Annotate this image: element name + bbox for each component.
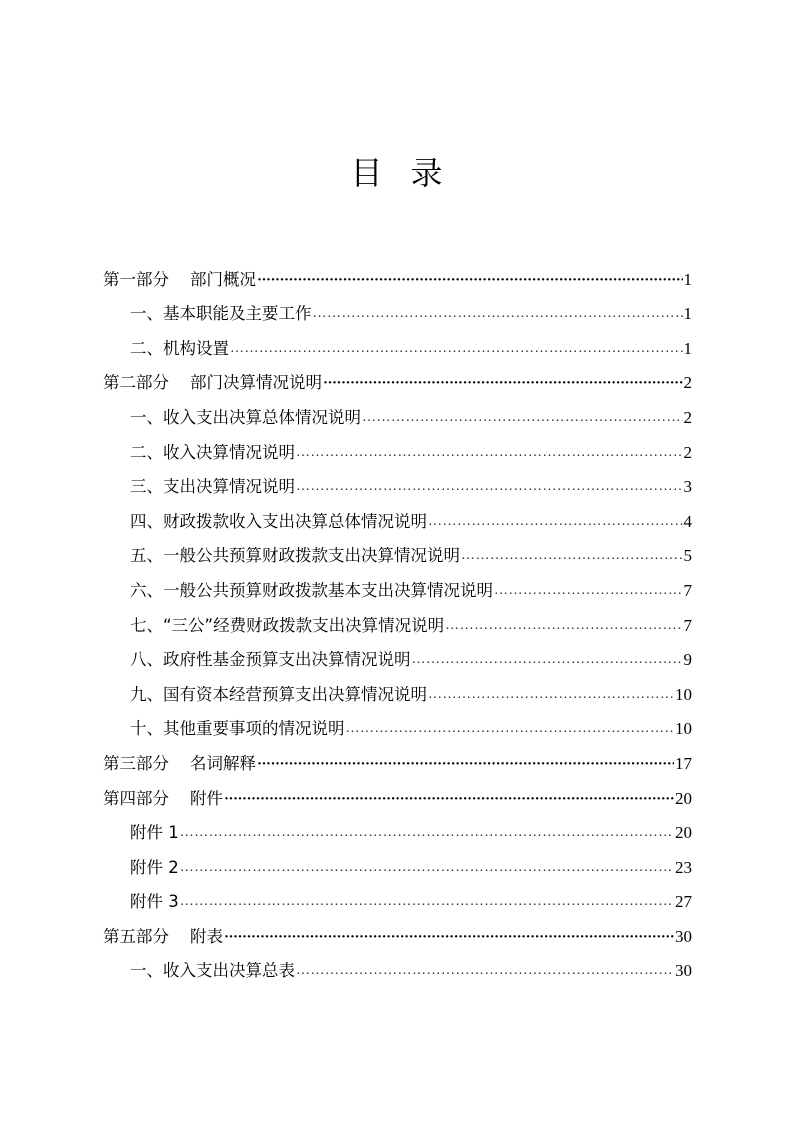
toc-section-entry[interactable]	[103, 913, 692, 948]
toc-subsection-entry[interactable]	[103, 291, 692, 326]
dot-leader	[362, 407, 683, 429]
toc-entry-page-number: 7	[683, 615, 692, 635]
toc-entry-label: 第三部分 名词解释	[103, 753, 256, 773]
toc-subsection-entry[interactable]	[103, 637, 692, 672]
toc-entry-label: 八、政府性基金预算支出决算情况说明	[130, 650, 411, 670]
toc-entry-page-number: 27	[675, 892, 692, 912]
toc-section-entry[interactable]	[103, 256, 692, 291]
toc-subsection-entry[interactable]	[103, 706, 692, 741]
toc-subsection-entry[interactable]	[103, 671, 692, 706]
toc-subsection-entry[interactable]	[103, 879, 692, 914]
toc-entry-page-number: 4	[683, 511, 692, 531]
dot-leader	[428, 511, 683, 533]
toc-entry-label: 第五部分 附表	[103, 926, 223, 946]
toc-entry-label: 一、收入支出决算总表	[130, 961, 295, 981]
toc-entry-page-number: 1	[683, 338, 692, 358]
toc-entry-page-number: 3	[683, 477, 692, 497]
toc-entry-page-number: 9	[683, 650, 692, 670]
toc-entry-label: 五、一般公共预算财政拨款支出决算情况说明	[130, 546, 460, 566]
dot-leader	[445, 615, 682, 637]
dot-leader	[494, 580, 683, 602]
toc-subsection-entry[interactable]	[103, 464, 692, 499]
dot-leader	[180, 891, 674, 913]
toc-entry-page-number: 7	[683, 580, 692, 600]
toc-entry-page-number: 2	[683, 407, 692, 427]
dot-leader	[180, 822, 674, 844]
toc-entry-label: 三、支出决算情况说明	[130, 477, 295, 497]
toc-title	[0, 148, 793, 194]
dot-leader	[296, 442, 683, 464]
dot-leader	[313, 303, 683, 325]
toc-entry-label: 附件 3	[130, 892, 179, 912]
toc-entry-page-number: 30	[675, 926, 692, 946]
toc-entry-page-number: 20	[675, 823, 692, 843]
toc-entry-page-number: 23	[675, 857, 692, 877]
dot-leader	[180, 857, 674, 879]
toc-entry-page-number: 2	[683, 373, 692, 393]
dot-leader	[412, 649, 683, 671]
dot-leader	[428, 684, 674, 706]
toc-subsection-entry[interactable]	[103, 394, 692, 429]
toc-subsection-entry[interactable]	[103, 844, 692, 879]
toc-subsection-entry[interactable]	[103, 948, 692, 983]
toc-entry-label: 六、一般公共预算财政拨款基本支出决算情况说明	[130, 580, 493, 600]
toc-subsection-entry[interactable]	[103, 325, 692, 360]
toc-entry-label: 四、财政拨款收入支出决算总体情况说明	[130, 511, 427, 531]
toc-entry-label: 七、“三公”经费财政拨款支出决算情况说明	[130, 615, 445, 635]
toc-entry-page-number: 1	[683, 269, 692, 289]
toc-subsection-entry[interactable]	[103, 429, 692, 464]
toc-entry-page-number: 5	[683, 546, 692, 566]
dot-leader	[461, 545, 683, 567]
toc-entry-label: 十、其他重要事项的情况说明	[130, 719, 345, 739]
dot-leader	[346, 718, 675, 740]
toc-entry-page-number: 2	[683, 442, 692, 462]
dot-leader	[296, 960, 674, 982]
toc-entry-label: 二、收入决算情况说明	[130, 442, 295, 462]
toc-entry-label: 九、国有资本经营预算支出决算情况说明	[130, 684, 427, 704]
toc-entry-page-number: 1	[683, 304, 692, 324]
toc-entry-page-number: 10	[675, 684, 692, 704]
toc-subsection-entry[interactable]	[103, 810, 692, 845]
toc-section-entry[interactable]	[103, 775, 692, 810]
toc-subsection-entry[interactable]	[103, 602, 692, 637]
dot-leader	[323, 372, 683, 394]
toc-section-entry[interactable]	[103, 740, 692, 775]
toc-entry-page-number: 17	[675, 753, 692, 773]
toc-entry-page-number: 20	[675, 788, 692, 808]
toc-entry-label: 二、机构设置	[130, 338, 229, 358]
toc-subsection-entry[interactable]	[103, 567, 692, 602]
toc-subsection-entry[interactable]	[103, 498, 692, 533]
dot-leader	[224, 788, 674, 810]
table-of-contents	[103, 256, 692, 982]
toc-subsection-entry[interactable]	[103, 533, 692, 568]
toc-entry-label: 附件 1	[130, 823, 179, 843]
toc-section-entry[interactable]	[103, 360, 692, 395]
dot-leader	[230, 338, 683, 360]
toc-entry-label: 一、收入支出决算总体情况说明	[130, 407, 361, 427]
toc-entry-label: 一、基本职能及主要工作	[130, 304, 312, 324]
toc-entry-label: 附件 2	[130, 857, 179, 877]
dot-leader	[257, 753, 674, 775]
dot-leader	[296, 476, 683, 498]
toc-entry-label: 第一部分 部门概况	[103, 269, 256, 289]
toc-entry-page-number: 30	[675, 961, 692, 981]
toc-title-char-2: 录	[410, 154, 443, 192]
toc-entry-label: 第四部分 附件	[103, 788, 223, 808]
dot-leader	[224, 926, 674, 948]
toc-title-char-1: 目	[350, 154, 383, 192]
dot-leader	[257, 269, 683, 291]
toc-entry-page-number: 10	[675, 719, 692, 739]
toc-entry-label: 第二部分 部门决算情况说明	[103, 373, 322, 393]
